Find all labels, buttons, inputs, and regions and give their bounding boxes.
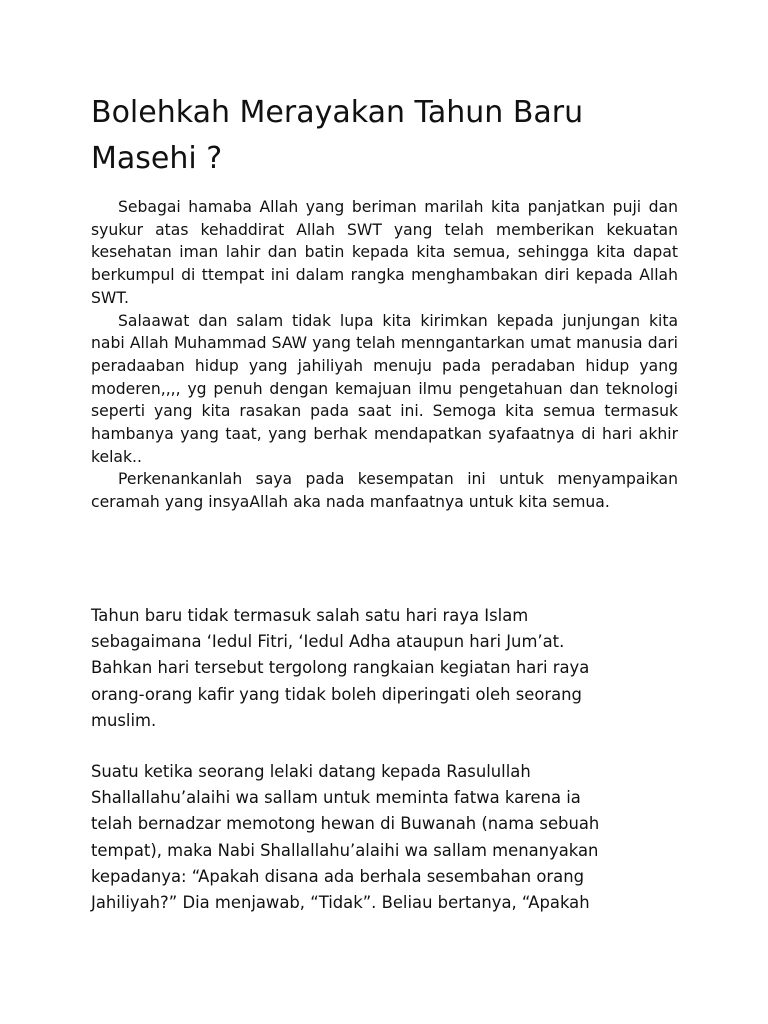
text-line: orang-orang kafir yang tidak boleh diperingati oleh seorang xyxy=(91,684,582,704)
paragraph: Salaawat dan salam tidak lupa kita kirimkan kepada junjungan kita nabi Allah Muhammad SAW yang telah menngantarkan umat manusia dari peradaaban hidup yang jahiliyah menuju pada peradaban hidup yang moderen,,,, yg penuh dengan kemajuan ilmu pengetahuan dan teknologi seperti yang kita rasakan pada saat ini. Semoga kita semua termasuk hambanya yang taat, yang berhak mendapatkan syafaatnya di hari akhir kelak.. xyxy=(91,311,678,466)
text-line: Suatu ketika seorang lelaki datang kepada Rasulullah xyxy=(91,762,531,781)
text-line: tempat), maka Nabi Shallallahu’alaihi wa sallam menanyakan xyxy=(91,840,599,860)
text-line: Jahiliyah?” Dia menjawab, “Tidak”. Beliau bertanya, “Apakah xyxy=(91,893,590,913)
text-line: Tahun baru tidak termasuk salah satu hari raya Islam xyxy=(91,606,529,625)
text-line: muslim. xyxy=(91,710,157,730)
text-line: Bahkan hari tersebut tergolong rangkaian kegiatan hari raya xyxy=(91,658,590,678)
document-title: Bolehkah Merayakan Tahun Baru Masehi ? xyxy=(91,95,584,176)
text-line: telah bernadzar memotong hewan di Buwanah (nama sebuah xyxy=(91,814,600,834)
paragraph: Perkenankanlah saya pada kesempatan ini untuk menyampaikan ceramah yang insyaAllah aka nada manfaatnya untuk kita semua. xyxy=(91,470,678,512)
paragraph: Sebagai hamaba Allah yang beriman marilah kita panjatkan puji dan syukur atas kehaddirat Allah SWT yang telah memberikan kekuatan kesehatan iman lahir dan batin kepada kita semua, sehingga kita dapat berkumpul di ttempat ini dalam rangka menghambakan diri kepada Allah SWT. xyxy=(91,198,678,307)
text-line: Shallallahu’alaihi wa sallam untuk meminta fatwa karena ia xyxy=(91,788,581,808)
body-block-1 xyxy=(91,603,691,734)
text-line: sebagaimana ‘Iedul Fitri, ‘Iedul Adha ataupun hari Jum’at. xyxy=(91,632,565,652)
body-block-2 xyxy=(91,759,691,916)
opening-section xyxy=(91,196,678,514)
text-line: kepadanya: “Apakah disana ada berhala sesembahan orang xyxy=(91,866,584,886)
